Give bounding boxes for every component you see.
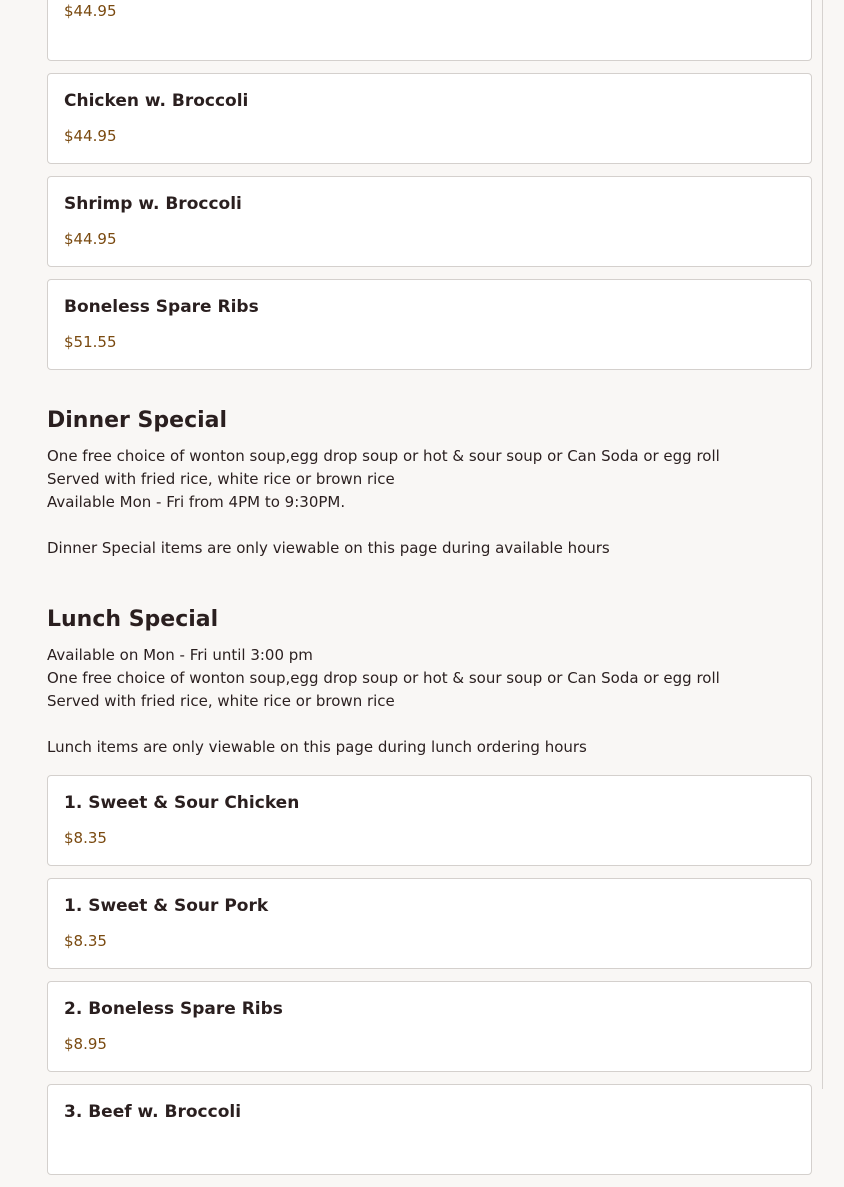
- section-title: Lunch Special: [47, 607, 219, 632]
- menu-item-card[interactable]: [47, 73, 812, 164]
- section-description-line: Served with fried rice, white rice or brown rice: [47, 692, 395, 710]
- section-availability-note: Dinner Special items are only viewable on this page during available hours: [47, 539, 610, 557]
- menu-item-name: 3. Beef w. Broccoli: [64, 1102, 242, 1122]
- menu-item-name: 1. Sweet & Sour Chicken: [64, 793, 300, 813]
- menu-item-price: $44.95: [64, 127, 117, 145]
- section-availability-note: Lunch items are only viewable on this page during lunch ordering hours: [47, 738, 587, 756]
- menu-item-price: $8.35: [64, 932, 107, 950]
- section-description-line: Available on Mon - Fri until 3:00 pm: [47, 646, 313, 664]
- menu-content: [47, 0, 812, 1187]
- menu-item-price: $8.95: [64, 1035, 107, 1053]
- menu-item-price: $8.35: [64, 829, 107, 847]
- dinner-special-section: [47, 407, 812, 560]
- section-title: Dinner Special: [47, 408, 228, 433]
- menu-item-card[interactable]: [47, 1084, 812, 1175]
- menu-item-name: 1. Sweet & Sour Pork: [64, 896, 269, 916]
- menu-item-name: Shrimp w. Broccoli: [64, 194, 242, 214]
- menu-item-price: $44.95: [64, 2, 117, 20]
- section-description-line: Available Mon - Fri from 4PM to 9:30PM.: [47, 493, 346, 511]
- menu-item-price: $44.95: [64, 230, 117, 248]
- menu-item-card[interactable]: [47, 775, 812, 866]
- menu-item-name: 2. Boneless Spare Ribs: [64, 999, 283, 1019]
- menu-item-card[interactable]: [47, 981, 812, 1072]
- menu-item-card[interactable]: [47, 279, 812, 370]
- menu-item-card[interactable]: [47, 0, 812, 61]
- menu-item-name: Boneless Spare Ribs: [64, 297, 259, 317]
- section-description-line: One free choice of wonton soup,egg drop soup or hot & sour soup or Can Soda or egg roll: [47, 669, 720, 687]
- menu-item-card[interactable]: [47, 878, 812, 969]
- page-right-border: [822, 0, 823, 1089]
- lunch-special-section: [47, 606, 812, 1175]
- section-description-line: One free choice of wonton soup,egg drop soup or hot & sour soup or Can Soda or egg roll: [47, 447, 720, 465]
- menu-item-card[interactable]: [47, 176, 812, 267]
- menu-item-price: $51.55: [64, 333, 117, 351]
- section-description-line: Served with fried rice, white rice or brown rice: [47, 470, 395, 488]
- menu-item-name: Chicken w. Broccoli: [64, 91, 249, 111]
